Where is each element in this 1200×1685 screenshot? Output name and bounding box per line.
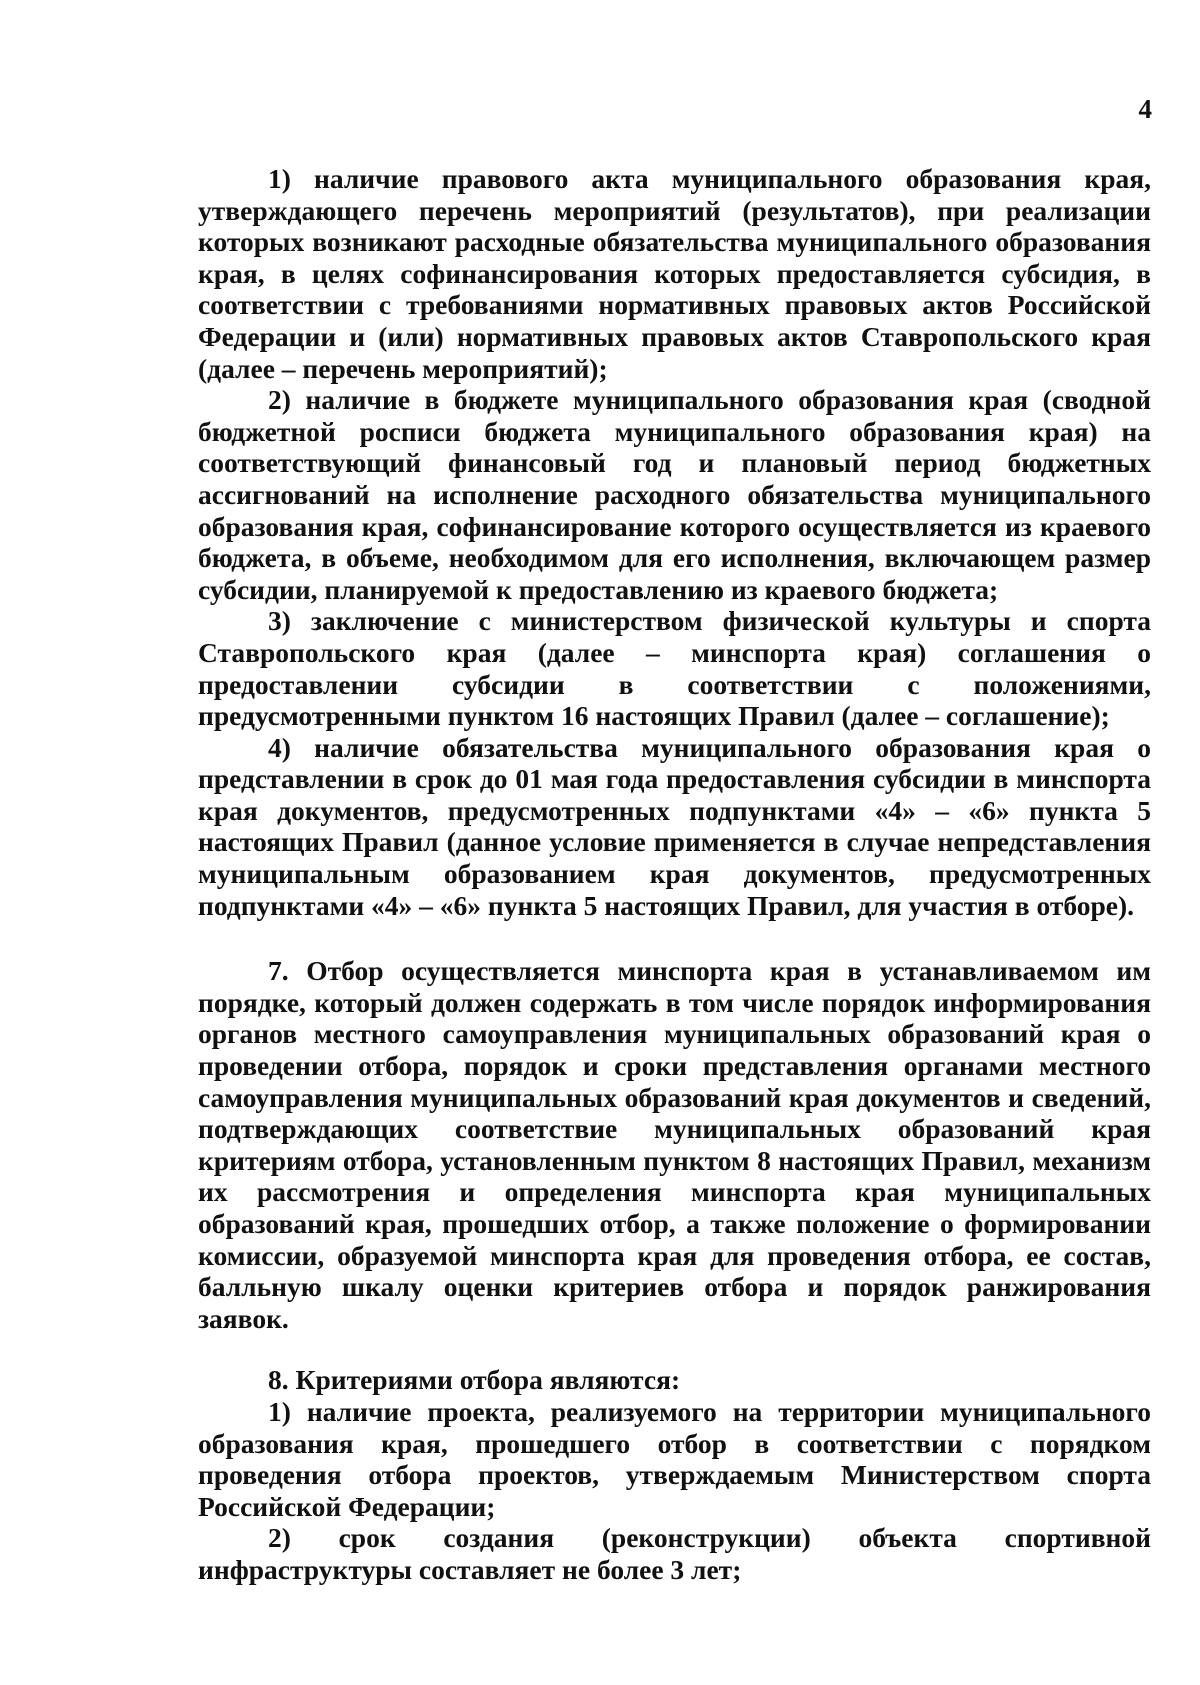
paragraph-criterion-2: 2) срок создания (реконструкции) объекта спортивной инфраструктуры составляет не более 3 лет; (198, 1522, 1151, 1585)
paragraph-condition-1: 1) наличие правового акта муниципального образования края, утверждающего перечень мероприятий (результатов), при реализации которых возникают расходные обязательства муниципального образования края, в целях софинансирования которых предоставляется субсидия, в соответствии с требованиями нормативных правовых актов Российской Федерации и (или) нормативных правовых актов Ставропольского края (далее – перечень мероприятий); (198, 163, 1151, 384)
paragraph-condition-4: 4) наличие обязательства муниципального образования края о представлении в срок до 01 мая года предоставления субсидии в минспорта края документов, предусмотренных подпунктами «4» – «6» пункта 5 настоящих Правил (данное условие применяется в случае непредставления муниципальным образованием края документов, предусмотренных подпунктами «4» – «6» пункта 5 настоящих Правил, для участия в отборе). (198, 731, 1151, 921)
paragraph-section-7: 7. Отбор осуществляется минспорта края в устанавливаемом им порядке, который должен содержать в том числе порядок информирования органов местного самоуправления муниципальных образований края о проведении отбора, порядок и сроки представления органами местного самоуправления муниципальных образований края документов и сведений, подтверждающих соответствие муниципальных образований края критериям отбора, установленным пунктом 8 настоящих Правил, механизм их рассмотрения и определения минспорта края муниципальных образований края, прошедших отбор, а также положение о формировании комиссии, образуемой минспорта края для проведения отбора, ее состав, балльную шкалу оценки критериев отбора и порядок ранжирования заявок. (198, 955, 1151, 1334)
paragraph-section-8-heading: 8. Критериями отбора являются: (268, 1364, 681, 1396)
page-number: 4 (1138, 94, 1152, 124)
document-body (198, 163, 1151, 1586)
paragraph-criterion-1: 1) наличие проекта, реализуемого на территории муниципального образования края, прошедшего отбор в соответствии с порядком проведения отбора проектов, утверждаемым Министерством спорта Российской Федерации; (198, 1395, 1151, 1522)
paragraph-condition-3: 3) заключение с министерством физической культуры и спорта Ставропольского края (далее – минспорта края) соглашения о предоставлении субсидии в соответствии с положениями, предусмотренными пунктом 16 настоящих Правил (далее – соглашение); (198, 605, 1151, 732)
paragraph-condition-2: 2) наличие в бюджете муниципального образования края (сводной бюджетной росписи бюджета муниципального образования края) на соответствующий финансовый год и плановый период бюджетных ассигнований на исполнение расходного обязательства муниципального образования края, софинансирование которого осуществляется из краевого бюджета, в объеме, необходимом для его исполнения, включающем размер субсидии, планируемой к предоставлению из краевого бюджета; (198, 384, 1151, 605)
